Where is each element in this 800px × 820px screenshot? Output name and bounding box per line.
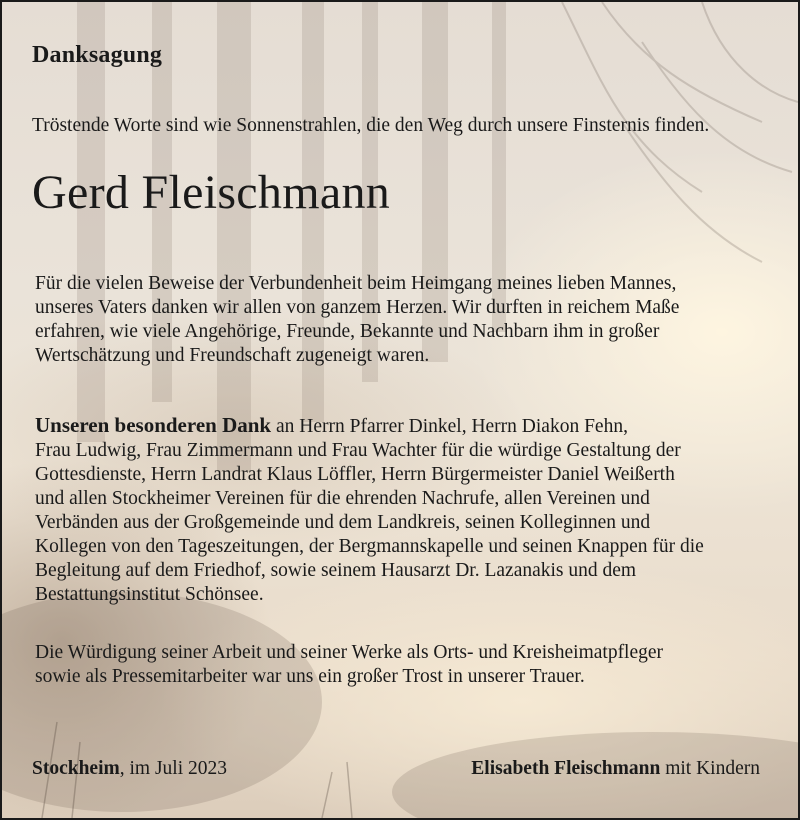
text-line: Bestattungsinstitut Schönsee. [35, 584, 264, 605]
appreciation-paragraph [35, 641, 785, 689]
gratitude-paragraph [35, 272, 785, 368]
consolation-quote: Tröstende Worte sind wie Sonnenstrahlen, die den Weg durch unsere Finsternis finden. [32, 115, 710, 136]
text-line: Kollegen von den Tageszeitungen, der Bergmannskapelle und seinen Knappen für die [35, 536, 704, 557]
text-line: unseres Vaters danken wir allen von ganzem Herzen. Wir durften in reichem Maße [35, 297, 680, 318]
text-line: Die Würdigung seiner Arbeit und seiner Werke als Orts- und Kreisheimatpfleger [35, 642, 664, 663]
signature [471, 758, 760, 780]
text-line: Verbänden aus der Großgemeinde und dem Landkreis, seinen Kolleginnen und [35, 512, 651, 533]
place-date [32, 758, 227, 780]
text-line: Begleitung auf dem Friedhof, sowie seinem Hausarzt Dr. Lazanakis und dem [35, 560, 637, 581]
text-line: und allen Stockheimer Vereinen für die ehrenden Nachrufe, allen Vereinen und [35, 488, 650, 509]
notice-heading: Danksagung [32, 42, 163, 68]
text-line: erfahren, wie viele Angehörige, Freunde, Bekannte und Nachbarn ihm in großer [35, 321, 660, 342]
special-thanks-first-line: an Herrn Pfarrer Dinkel, Herrn Diakon Fehn, [271, 416, 628, 437]
text-line: Für die vielen Beweise der Verbundenheit beim Heimgang meines lieben Mannes, [35, 273, 677, 294]
signer-suffix: mit Kindern [660, 758, 760, 779]
date: , im Juli 2023 [119, 758, 228, 779]
special-thanks-paragraph [35, 413, 785, 607]
special-thanks-lead: Unseren besonderen Dank [35, 413, 272, 437]
text-line: Wertschätzung und Freundschaft zugeneigt waren. [35, 345, 430, 366]
notice-content [2, 2, 798, 818]
signer-name: Elisabeth Fleischmann [471, 758, 661, 779]
place: Stockheim [32, 758, 120, 779]
text-line: Gottesdienste, Herrn Landrat Klaus Löffler, Herrn Bürgermeister Daniel Weißerth [35, 464, 675, 485]
deceased-name: Gerd Fleischmann [32, 166, 391, 219]
text-line [35, 413, 785, 439]
text-line: sowie als Pressemitarbeiter war uns ein großer Trost in unserer Trauer. [35, 666, 585, 687]
text-line: Frau Ludwig, Frau Zimmermann und Frau Wachter für die würdige Gestaltung der [35, 440, 681, 461]
